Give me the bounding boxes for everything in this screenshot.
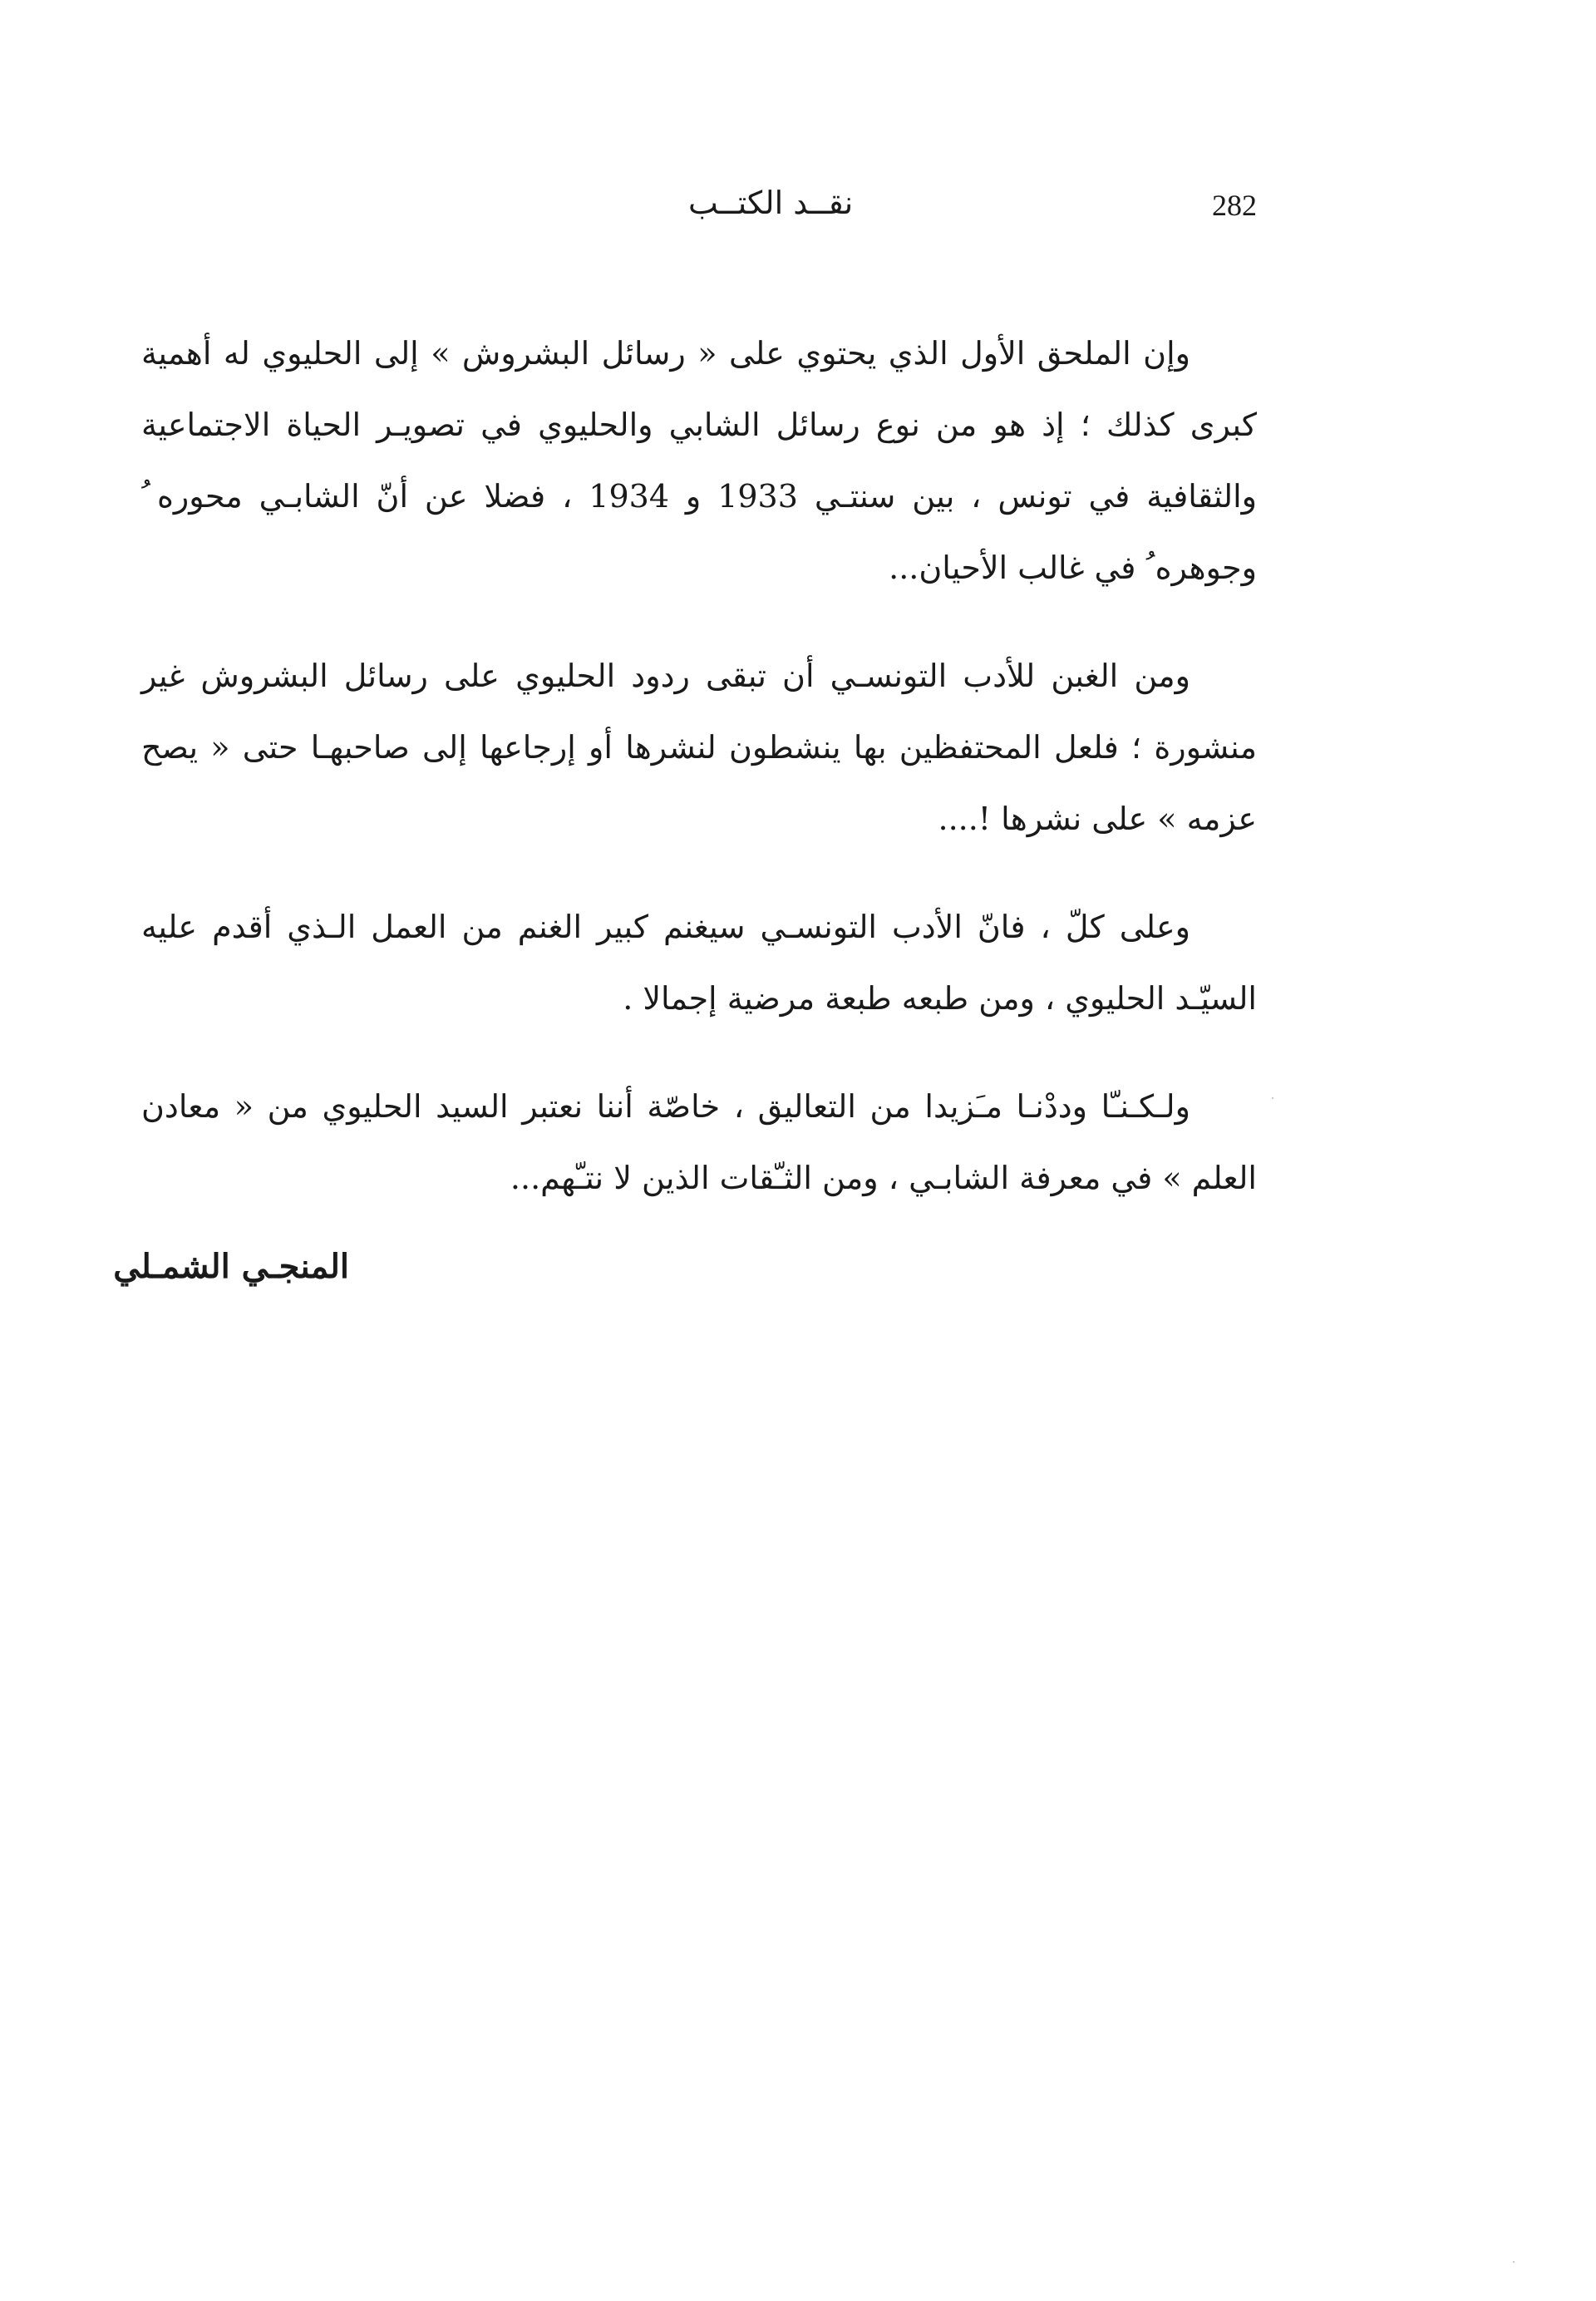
page-number: 282	[1212, 189, 1257, 222]
paragraph-1: وإن الملحق الأول الذي يحتوي على « رسائل البشروش » إلى الحليوي له أهمية كبرى كذلك ؛ إذ هو من نوع رسائل الشابي والحليوي في تصويـر الحياة الاجتماعية والثقافية في تونس ، بين سنتـي 1933 و 1934 ، فضلا عن أنّ الشابـي محوره ُ وجوهره ُ في غالب الأحيان...	[141, 335, 1257, 586]
paragraph-2: ومن الغبن للأدب التونسـي أن تبقى ردود الحليوي على رسائل البشروش غير منشورة ؛ فلعل المحتفظين بها ينشطون لنشرها أو إرجاعها إلى صاحبهـا حتى « يصح عزمه » على نشرها !....	[141, 658, 1257, 837]
article-body	[141, 318, 1257, 1250]
page-header	[140, 176, 1259, 243]
scan-artifact	[1272, 1097, 1273, 1099]
author-signature: المنجـي الشمـلي	[113, 1247, 349, 1286]
paragraph-4: ولـكـنـّا وددْنـا مـَزيدا من التعاليق ، خاصّة أننا نعتبر السيد الحليوي من « معادن العلم » في معرفة الشابـي ، ومن الثـّقات الذين لا نتـّهم...	[141, 1088, 1257, 1196]
scan-artifact	[1513, 2261, 1515, 2263]
running-title: نقــد الكتــب	[688, 185, 854, 221]
paragraph-3: وعلى كلّ ، فانّ الأدب التونسـي سيغنم كبير الغنم من العمل الـذي أقدم عليه السيّـد الحليوي ، ومن طبعه طبعة مرضية إجمالا .	[141, 909, 1257, 1017]
